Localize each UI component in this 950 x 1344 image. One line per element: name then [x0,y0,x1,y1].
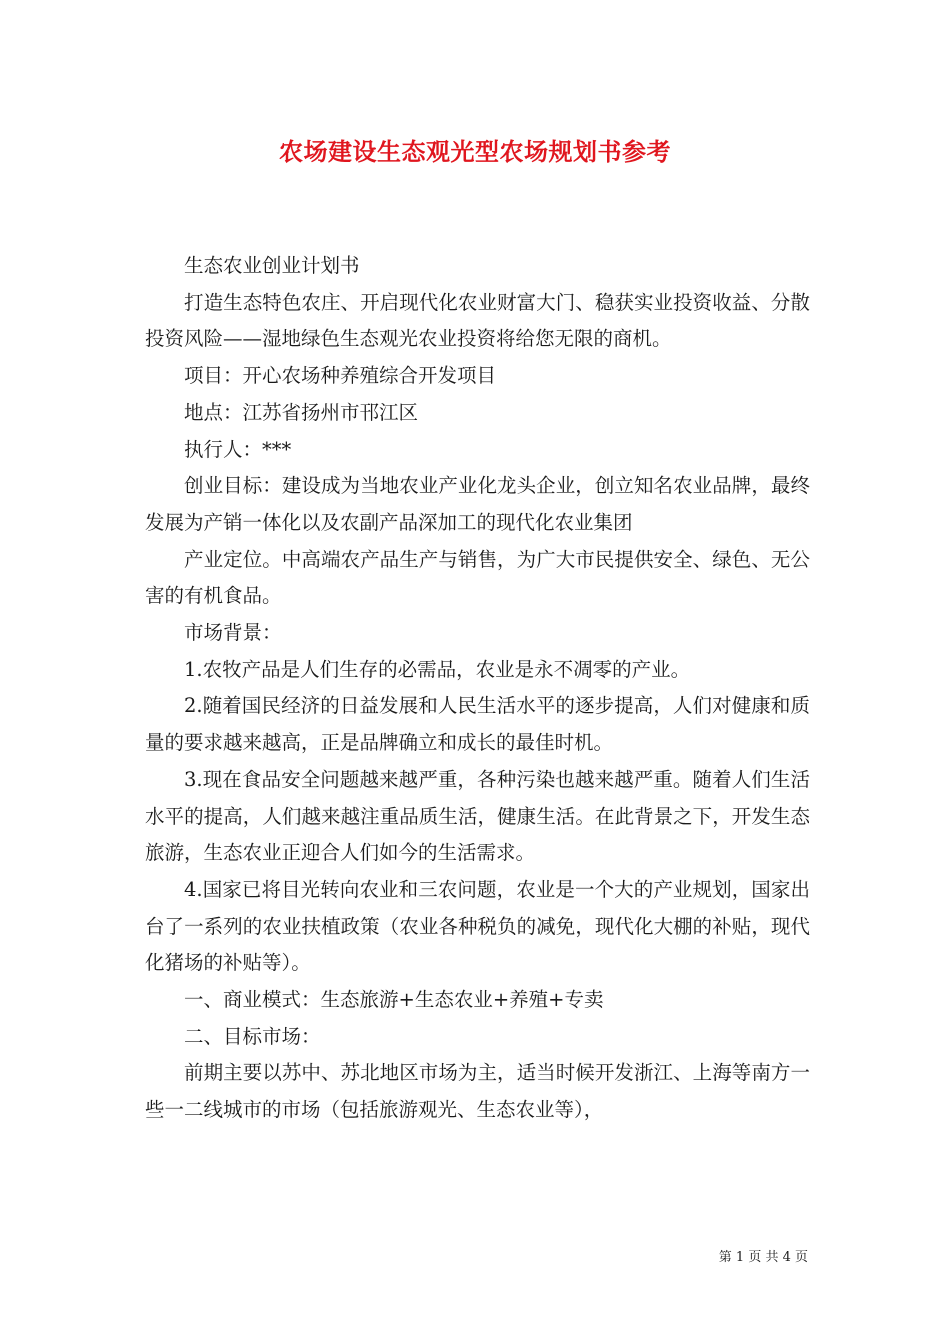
paragraph: 4.国家已将目光转向农业和三农问题，农业是一个大的产业规划，国家出台了一系列的农业扶植政策（农业各种税负的减免，现代化大棚的补贴，现代化猪场的补贴等）。 [145,877,810,975]
paragraph: 执行人：*** [184,437,292,461]
paragraph: 项目：开心农场种养殖综合开发项目 [184,364,497,388]
paragraph: 1.农牧产品是人们生存的必需品，农业是永不凋零的产业。 [184,657,691,681]
paragraph: 前期主要以苏中、苏北地区市场为主，适当时候开发浙江、上海等南方一些一二线城市的市场（包括旅游观光、生态农业等）， [145,1061,810,1122]
paragraph: 2.随着国民经济的日益发展和人民生活水平的逐步提高，人们对健康和质量的要求越来越高，正是品牌确立和成长的最佳时机。 [145,694,810,755]
paragraph: 地点：江苏省扬州市邗江区 [184,400,419,424]
paragraph: 创业目标：建设成为当地农业产业化龙头企业，创立知名农业品牌，最终发展为产销一体化以及农副产品深加工的现代化农业集团 [145,474,810,534]
document-body [145,248,810,1129]
paragraph: 打造生态特色农庄、开启现代化农业财富大门、稳获实业投资收益、分散投资风险——湿地绿色生态观光农业投资将给您无限的商机。 [145,290,810,351]
paragraph: 二、目标市场： [184,1024,321,1048]
paragraph: 一、商业模式：生态旅游+生态农业+养殖+专卖 [184,988,604,1012]
page-number-footer: 第 1 页 共 4 页 [718,1250,808,1265]
document-title: 农场建设生态观光型农场规划书参考 [279,137,671,166]
paragraph: 产业定位。中高端农产品生产与销售，为广大市民提供安全、绿色、无公害的有机食品。 [145,547,810,608]
paragraph: 生态农业创业计划书 [184,254,360,277]
paragraph: 3.现在食品安全问题越来越严重，各种污染也越来越严重。随着人们生活水平的提高，人们越来越注重品质生活，健康生活。在此背景之下，开发生态旅游，生态农业正迎合人们如今的生活需求。 [145,767,810,865]
paragraph: 市场背景： [184,621,282,645]
